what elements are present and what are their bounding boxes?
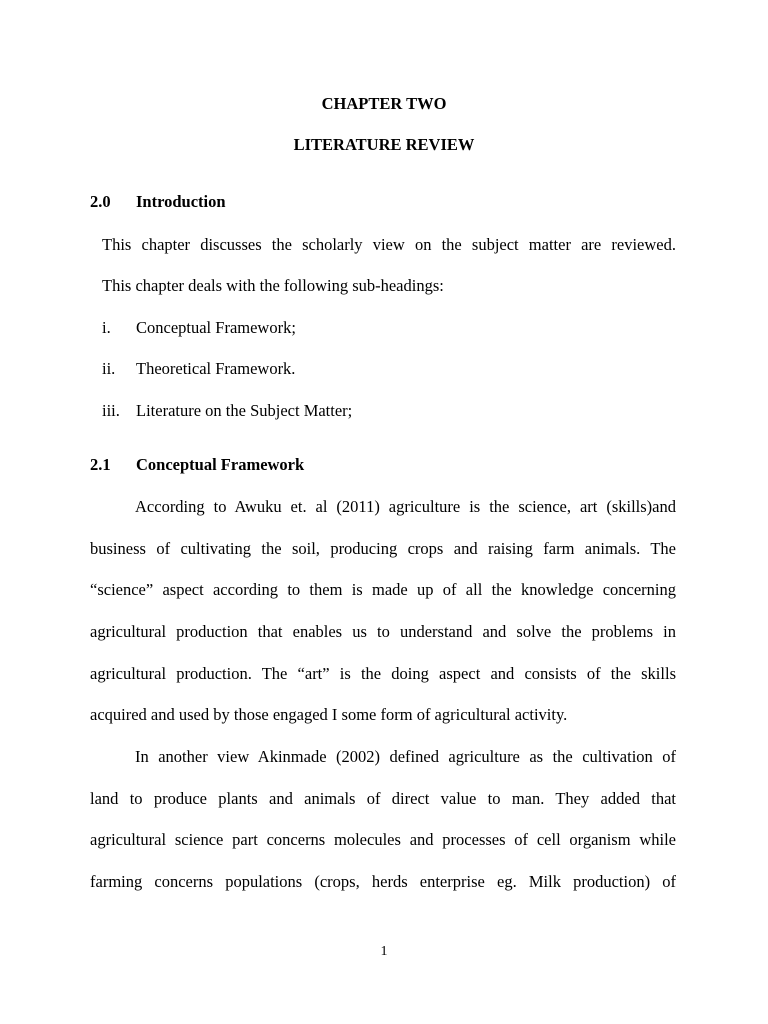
paragraph-line: agricultural production that enables us to understand and solve the problems in xyxy=(90,622,676,641)
paragraph-line: “science” aspect according to them is made up of all the knowledge concerning xyxy=(90,580,676,599)
paragraph-line: business of cultivating the soil, producing crops and raising farm animals. The xyxy=(90,539,676,558)
paragraph-line: acquired and used by those engaged I some form of agricultural activity. xyxy=(90,705,568,724)
intro-line: This chapter discusses the scholarly view on the subject matter are reviewed. xyxy=(102,235,676,254)
list-item-number: i. xyxy=(102,318,111,337)
paragraph-line: agricultural production. The “art” is the doing aspect and consists of the skills xyxy=(90,664,676,683)
section-title: Introduction xyxy=(136,192,226,211)
paragraph-line: farming concerns populations (crops, herds enterprise eg. Milk production) of xyxy=(90,872,676,891)
list-item-number: iii. xyxy=(102,401,120,420)
list-item-text: Theoretical Framework. xyxy=(136,359,296,378)
paragraph-line: According to Awuku et. al (2011) agriculture is the science, art (skills)and xyxy=(135,497,676,516)
paragraph-line: land to produce plants and animals of direct value to man. They added that xyxy=(90,789,676,808)
list-item-text: Literature on the Subject Matter; xyxy=(136,401,353,420)
list-item-number: ii. xyxy=(102,359,116,378)
paragraph-line: agricultural science part concerns molecules and processes of cell organism while xyxy=(90,830,676,849)
section-number: 2.0 xyxy=(90,192,111,211)
section-number: 2.1 xyxy=(90,455,111,474)
chapter-title: LITERATURE REVIEW xyxy=(293,135,475,154)
intro-line: This chapter deals with the following sub-headings: xyxy=(102,276,444,295)
list-item-text: Conceptual Framework; xyxy=(136,318,296,337)
section-title: Conceptual Framework xyxy=(136,455,305,474)
chapter-label: CHAPTER TWO xyxy=(321,94,447,113)
paragraph-line: In another view Akinmade (2002) defined agriculture as the cultivation of xyxy=(135,747,676,766)
page-number: 1 xyxy=(380,944,388,959)
